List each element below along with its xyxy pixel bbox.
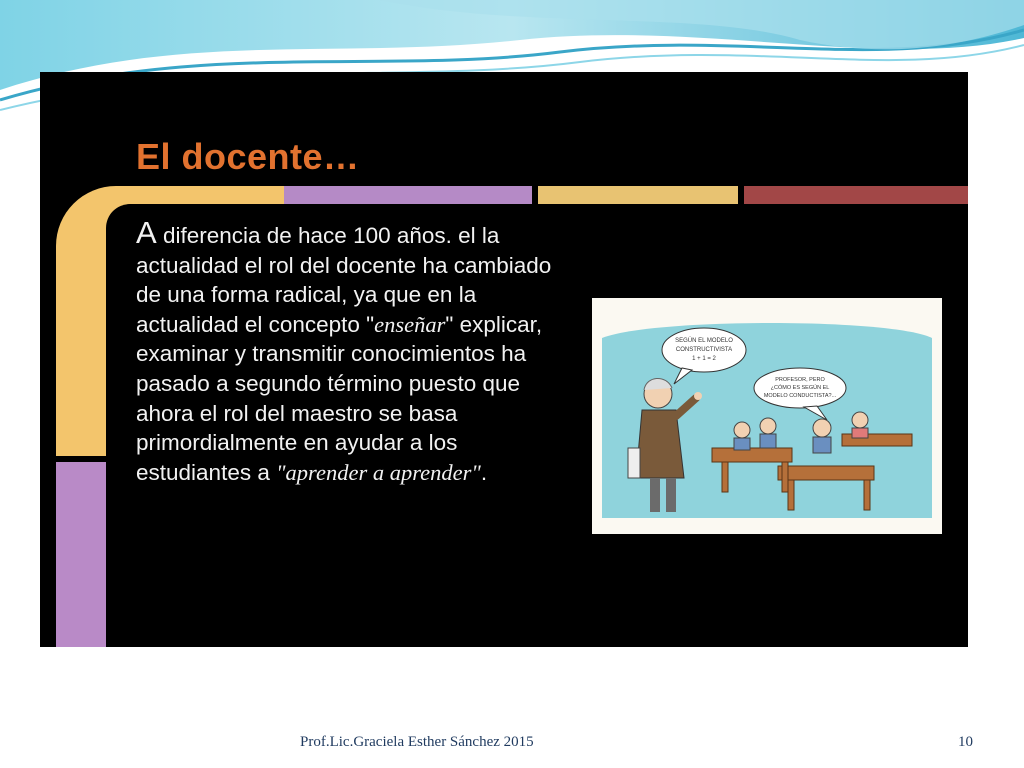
body-text-italic2: "aprender a aprender" [276, 459, 481, 485]
decorative-bar-purple [284, 186, 532, 204]
speech-teacher-line-3: 1 + 1 = 2 [692, 356, 716, 362]
body-text-part2: " explicar, examinar y transmitir conocimientos ha pasado a segundo término puesto que ahora el rol del maestro se basa primordialmente en ayudar a los estudiantes a [136, 311, 543, 485]
decorative-bar-red [744, 186, 968, 204]
body-text-italic1: enseñar [374, 311, 446, 337]
speech-teacher-line-1: SEGÚN EL MODELO [675, 338, 733, 344]
slide-title: El docente… [136, 136, 360, 177]
speech-student-line-3: MODELO CONDUCTISTA?... [763, 393, 837, 399]
page-number: 10 [958, 734, 973, 750]
drop-letter: A [136, 215, 157, 250]
body-text-part3: . [480, 459, 488, 485]
slide-image [40, 72, 968, 647]
body-text-part1: diferencia de hace 100 años. el la actualidad el rol del docente ha cambiado de una forma radical, ya que en la actualidad el concepto " [136, 223, 552, 337]
footer-author: Prof.Lic.Graciela Esther Sánchez 2015 [300, 734, 534, 750]
speech-teacher-line-2: CONSTRUCTIVISTA [675, 347, 733, 353]
classroom-cartoon-image [592, 298, 942, 534]
speech-student-line-2: ¿CÓMO ES SEGÚN EL [770, 385, 830, 391]
speech-student-line-1: PROFESOR, PERO [775, 377, 825, 383]
decorative-bar-yellow [538, 186, 738, 204]
slide-body-text [136, 215, 566, 487]
decorative-frame-purple [56, 462, 106, 647]
